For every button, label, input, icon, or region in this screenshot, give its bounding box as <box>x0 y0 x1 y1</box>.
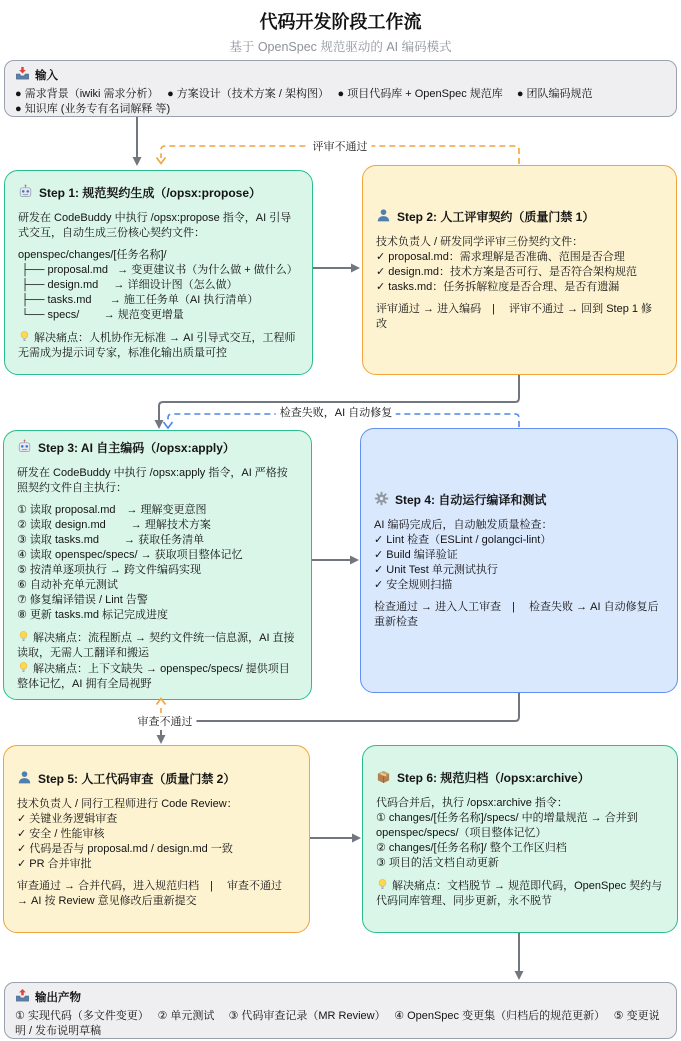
text-line: 审查通过 → 合并代码，进入规范归档 | 审查不通过 → AI 按 Review 意见修改后重新提交 <box>17 879 286 907</box>
step4-body <box>374 518 664 630</box>
edge-label-check-fail: 检查失败，AI 自动修复 <box>276 405 396 421</box>
step5-box <box>3 745 310 933</box>
person-icon <box>376 208 391 227</box>
text-line: ③ 项目的活文档自动更新 <box>376 857 499 869</box>
step1-title: Step 1: 规范契约生成（/opsx:propose） <box>18 184 299 203</box>
text-line: ① changes/[任务名称]/specs/ 中的增量规范 → 合并到 openspec/specs/（项目整体记忆） <box>376 812 641 839</box>
text-line <box>17 496 298 503</box>
lightbulb-icon <box>17 661 30 674</box>
step3-body <box>17 466 298 630</box>
step5-body <box>17 797 296 909</box>
step5-title: Step 5: 人工代码审查（质量门禁 2） <box>17 770 296 789</box>
edge-step6-to-output <box>515 933 524 980</box>
output-box-lines <box>15 1009 666 1039</box>
page-title: 代码开发阶段工作流 <box>259 12 422 32</box>
step1-box <box>4 170 313 375</box>
step2-box <box>362 165 677 375</box>
text-line: ④ 读取 openspec/specs/ → 获取项目整体记忆 <box>17 548 243 561</box>
step3-painpoint-1: 解决痛点：流程断点 → 契约文件统一信息源，AI 直接读取，无需人工翻译和搬运 <box>17 631 295 659</box>
edge-label-code-review-fail: 审查不通过 <box>134 714 197 730</box>
edge-step4-to-step5 <box>157 693 520 744</box>
step4-box <box>360 428 678 693</box>
text-line: ⑥ 自动补充单元测试 <box>17 578 118 591</box>
text-line <box>17 623 298 630</box>
page-subtitle: 基于 OpenSpec 规范驱动的 AI 编码模式 <box>229 40 452 54</box>
step3-title: Step 3: AI 自主编码（/opsx:apply） <box>17 439 298 458</box>
text-line: ✓ Unit Test 单元测试执行 <box>374 564 498 576</box>
step3-box <box>3 430 312 700</box>
text-line: 检查通过 → 进入人工审查 | 检查失败 → AI 自动修复后重新检查 <box>374 601 659 628</box>
text-line: 研发在 CodeBuddy 中执行 /opsx:propose 指令，AI 引导式交互，自动生成三份核心契约文件： <box>18 212 292 239</box>
edge-step1-to-step2 <box>313 264 360 273</box>
step1-body <box>18 211 299 330</box>
lightbulb-icon <box>18 330 31 343</box>
text-line: └── specs/ → 规范变更增量 <box>18 309 184 321</box>
text-line: ✓ proposal.md：需求理解是否准确、范围是否合理 <box>376 251 625 263</box>
step2-body <box>376 235 663 332</box>
edge-step3-to-step4 <box>312 556 359 565</box>
input-box <box>4 60 677 117</box>
text-line <box>17 872 296 879</box>
text-line: ⑧ 更新 tasks.md 标记完成进度 <box>17 608 169 621</box>
text-line: ├── tasks.md → 施工任务单（AI 执行清单） <box>18 294 259 306</box>
robot-icon <box>18 184 33 203</box>
input-box-lines <box>15 87 666 117</box>
edge-step5-to-step6 <box>310 834 361 843</box>
input-box-title: 输入 <box>15 66 666 86</box>
step1-painpoint: 解决痛点：人机协作无标准 → AI 引导式交互，工程师无需成为提示词专家，标准化输出质量可控 <box>18 332 296 359</box>
text-line: ✓ tasks.md：任务拆解粒度是否合理、是否有遗漏 <box>376 281 620 293</box>
step4-title: Step 4: 自动运行编译和测试 <box>374 491 664 510</box>
edge-input-to-step1 <box>133 117 142 166</box>
text-line: AI 编码完成后，自动触发质量检查： <box>374 519 553 531</box>
text-line: ✓ 关键业务逻辑审查 <box>17 812 118 825</box>
step6-box <box>362 745 678 933</box>
package-icon <box>376 769 391 788</box>
text-line: ② changes/[任务名称]/ 整个工作区归档 <box>376 842 567 854</box>
text-line: ③ 读取 tasks.md → 获取任务清单 <box>17 533 205 546</box>
edge-label-review-fail: 评审不通过 <box>309 139 372 155</box>
text-line: ⑤ 按清单逐项执行 → 跨文件编码实现 <box>17 563 202 576</box>
text-line: ├── proposal.md → 变更建议书（为什么做 + 做什么） <box>18 264 298 276</box>
text-line: 技术负责人 / 同行工程师进行 Code Review： <box>17 797 238 810</box>
text-line: ├── design.md → 详细设计图（怎么做） <box>18 279 238 291</box>
text-line <box>18 323 299 330</box>
text-line: ✓ Build 编译验证 <box>374 549 458 561</box>
text-line <box>376 295 663 302</box>
text-line: ✓ PR 合并审批 <box>17 857 92 870</box>
text-line <box>18 241 299 248</box>
text-line: 评审通过 → 进入编码 | 评审不通过 → 回到 Step 1 修改 <box>376 303 653 330</box>
step3-painpoint-2: 解决痛点：上下文缺失 → openspec/specs/ 提供项目整体记忆，AI 拥有全局视野 <box>17 662 290 690</box>
text-line: ● 需求背景（iwiki 需求分析） ● 方案设计（技术方案 / 架构图） ● 项目代码库 + OpenSpec 规范库 ● 团队编码规范 <box>15 88 593 100</box>
lightbulb-icon <box>376 878 389 891</box>
robot-icon <box>17 439 32 458</box>
inbox-tray-icon <box>15 66 30 86</box>
gear-icon <box>374 491 389 510</box>
text-line: 代码合并后，执行 /opsx:archive 指令： <box>376 797 568 809</box>
text-line: ✓ 安全 / 性能审核 <box>17 827 105 840</box>
text-line: ① 读取 proposal.md → 理解变更意图 <box>17 503 207 516</box>
text-line <box>376 871 664 878</box>
text-line: 研发在 CodeBuddy 中执行 /opsx:apply 指令，AI 严格按照契约文件自主执行： <box>17 466 288 494</box>
text-line: ✓ Lint 检查（ESLint / golangci-lint） <box>374 534 552 546</box>
text-line <box>374 593 664 600</box>
text-line: ● 知识库 (业务专有名词解释 等) <box>15 103 171 115</box>
person-icon <box>17 770 32 789</box>
step6-painpoint: 解决痛点：文档脱节 → 规范即代码，OpenSpec 契约与代码同库管理、同步更新，永不脱节 <box>376 880 663 907</box>
text-line: ✓ 安全规则扫描 <box>374 579 453 591</box>
text-line: ② 读取 design.md → 理解技术方案 <box>17 518 211 531</box>
lightbulb-icon <box>17 630 30 643</box>
edge-code-review-fail <box>157 699 166 714</box>
step6-title: Step 6: 规范归档（/opsx:archive） <box>376 769 664 788</box>
text-line: ✓ 代码是否与 proposal.md / design.md 一致 <box>17 842 233 855</box>
output-box <box>4 982 677 1039</box>
output-box-title: 输出产物 <box>15 988 666 1008</box>
step2-title: Step 2: 人工评审契约（质量门禁 1） <box>376 208 663 227</box>
text-line: ① 实现代码（多文件变更） ② 单元测试 ③ 代码审查记录（MR Review） ④ OpenSpec 变更集（归档后的规范更新） ⑤ 变更说明 / 发布说明草稿 <box>15 1010 660 1037</box>
step6-body <box>376 796 664 878</box>
text-line: ⑦ 修复编译错误 / Lint 告警 <box>17 593 148 606</box>
text-line: ✓ design.md：技术方案是否可行、是否符合架构规范 <box>376 266 638 278</box>
text-line: openspec/changes/[任务名称]/ <box>18 249 167 261</box>
outbox-tray-icon <box>15 988 30 1008</box>
text-line: 技术负责人 / 研发同学评审三份契约文件： <box>376 236 584 248</box>
